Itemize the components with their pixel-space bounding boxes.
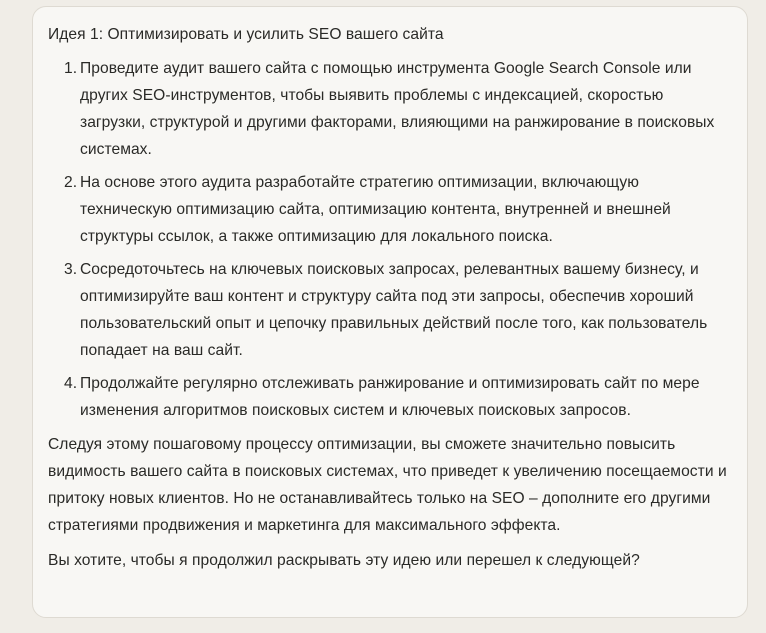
follow-up-question: Вы хотите, чтобы я продолжил раскрывать эту идею или перешел к следующей? [48,552,640,569]
list-item [48,169,733,250]
list-item-number: 2. [64,174,78,191]
summary-paragraph: Следуя этому пошаговому процессу оптимизации, вы сможете значительно повысить видимость вашего сайта в поисковых системах, что приведет к увеличению посещаемости и притоку новых клиентов. Но не останавливайтесь только на SEO – дополните его другими стратегиями продвижения и маркетинга для максимального эффекта. [48,436,727,534]
list-item [48,370,733,424]
list-item-number: 4. [64,375,78,392]
list-item-text: На основе этого аудита разработайте стратегию оптимизации, включающую техническую оптимизацию сайта, оптимизацию контента, внутренней и внешней структуры ссылок, а также оптимизацию для локального поиска. [80,174,671,245]
list-item-number: 3. [64,261,78,278]
list-item-text: Сосредоточьтесь на ключевых поисковых запросах, релевантных вашему бизнесу, и оптимизируйте ваш контент и структуру сайта под эти запросы, обеспечив хороший пользовательский опыт и цепочку правильных действий после того, как пользователь попадает на ваш сайт. [80,261,708,359]
message-title: Идея 1: Оптимизировать и усилить SEO вашего сайта [48,26,444,43]
list-item [48,55,733,163]
list-item-number: 1. [64,60,78,77]
list-item [48,256,733,364]
list-item-text: Продолжайте регулярно отслеживать ранжирование и оптимизировать сайт по мере изменения алгоритмов поисковых систем и ключевых поисковых запросов. [80,375,700,419]
steps-list [48,55,733,424]
assistant-message-card [32,6,748,618]
list-item-text: Проведите аудит вашего сайта с помощью инструмента Google Search Console или других SEO-инструментов, чтобы выявить проблемы с индексацией, скоростью загрузки, структурой и другими факторами, влияющими на ранжирование в поисковых системах. [80,60,715,158]
